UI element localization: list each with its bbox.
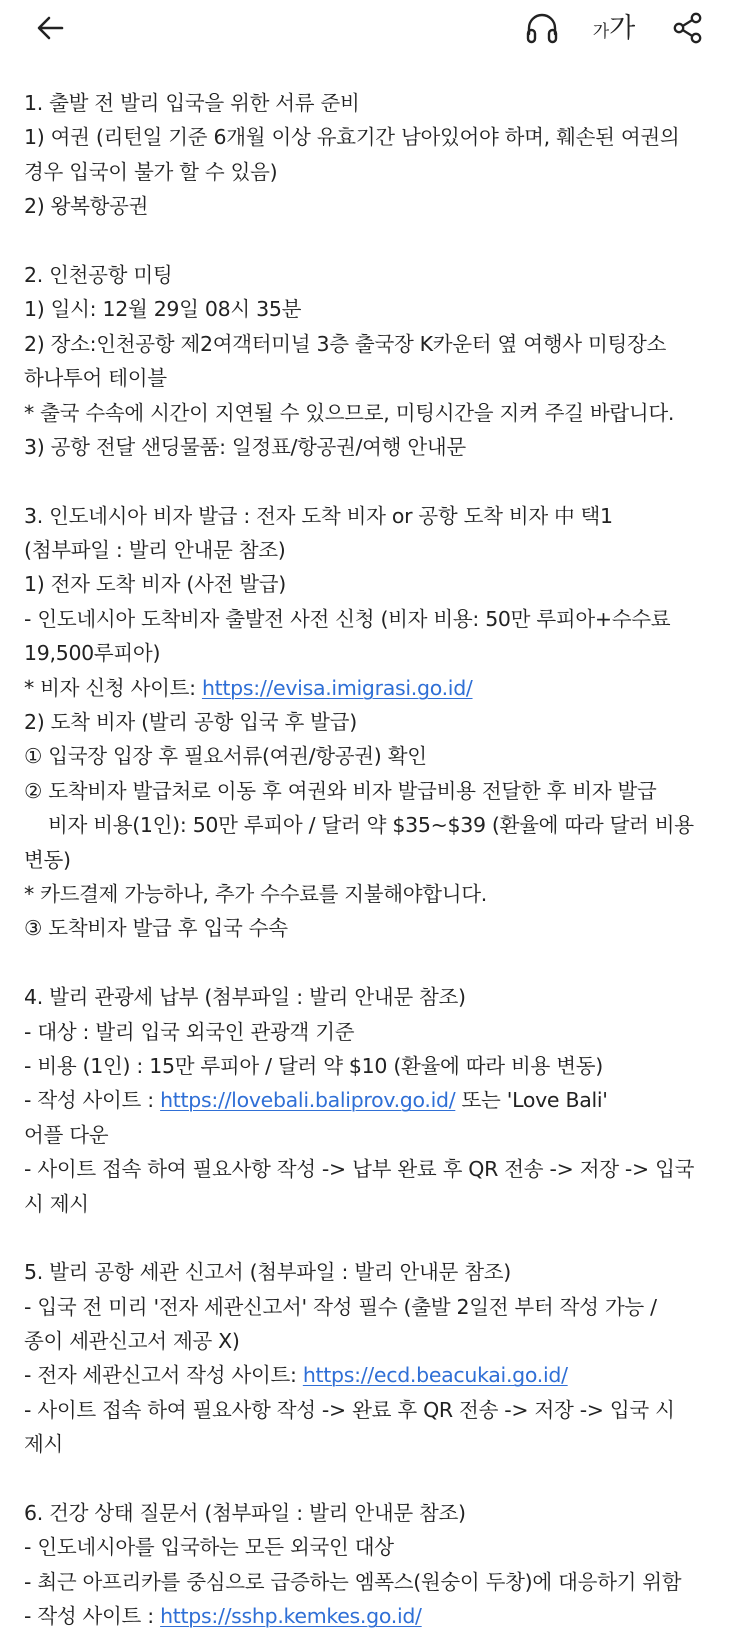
text-line: - 대상 : 발리 입국 외국인 관광객 기준 xyxy=(24,1019,355,1044)
text-line: 3) 공항 전달 샌딩물품: 일정표/항공권/여행 안내문 xyxy=(24,434,466,459)
text-line: 2) 도착 비자 (발리 공항 입국 후 발급) xyxy=(24,710,357,735)
text-line: - 사이트 접속 하여 필요사항 작성 -> 납부 완료 후 QR 전송 -> 저장 -> 입국 xyxy=(24,1157,695,1182)
text-segment: - 작성 사이트 : xyxy=(24,1604,161,1629)
text-line: 시 제시 xyxy=(24,1191,89,1216)
back-button[interactable] xyxy=(28,6,72,50)
text-line: ① 입국장 입장 후 필요서류(여권/항공권) 확인 xyxy=(24,744,427,769)
text-line: * 출국 수속에 시간이 지연될 수 있으므로, 미팅시간을 지켜 주길 바랍니다. xyxy=(24,400,675,425)
text-line: - 최근 아프리카를 중심으로 급증하는 엠폭스(원숭이 두창)에 대응하기 위함 xyxy=(24,1569,682,1594)
text-segment: * 비자 신청 사이트: xyxy=(24,675,202,700)
share-button[interactable] xyxy=(666,6,710,50)
section-3-title: 3. 인도네시아 비자 발급 : 전자 도착 비자 or 공항 도착 비자 中 택1 xyxy=(24,503,613,528)
section-4-title: 4. 발리 관광세 납부 (첨부파일 : 발리 안내문 참조) xyxy=(24,985,466,1010)
text-line: 19,500루피아) xyxy=(24,641,161,666)
text-line: ② 도착비자 발급처로 이동 후 여권와 비자 발급비용 전달한 후 비자 발급 xyxy=(24,778,657,803)
text-segment: 또는 'Love Bali' xyxy=(455,1088,608,1113)
text-line: 종이 세관신고서 제공 X) xyxy=(24,1329,240,1354)
text-line: * 카드결제 가능하나, 추가 수수료를 지불해야합니다. xyxy=(24,881,488,906)
section-2-title: 2. 인천공항 미팅 xyxy=(24,262,173,287)
text-line: 1) 전자 도착 비자 (사전 발급) xyxy=(24,572,286,597)
text-line: 하나투어 테이블 xyxy=(24,366,167,391)
text-line: - 사이트 접속 하여 필요사항 작성 -> 완료 후 QR 전송 -> 저장 -> 입국 시 xyxy=(24,1397,675,1422)
headphones-icon xyxy=(524,10,560,46)
blank-line xyxy=(24,1221,729,1255)
text-line: - 인도네시아를 입국하는 모든 외국인 대상 xyxy=(24,1535,394,1560)
section-5-title: 5. 발리 공항 세관 신고서 (첨부파일 : 발리 안내문 참조) xyxy=(24,1260,511,1285)
text-line: 경우 입국이 불가 할 수 있음) xyxy=(24,159,278,184)
text-line: - 인도네시아 도착비자 출발전 사전 신청 (비자 비용: 50만 루피아+수수료 xyxy=(24,606,671,631)
font-size-small-label: 가 xyxy=(592,21,610,42)
top-toolbar xyxy=(0,0,743,56)
text-line: (첨부파일 : 발리 안내문 참조) xyxy=(24,538,286,563)
text-line xyxy=(24,671,729,705)
font-size-button[interactable] xyxy=(590,6,638,50)
text-line xyxy=(24,1083,729,1117)
text-line: 어플 다운 xyxy=(24,1122,109,1147)
text-line: 1) 일시: 12월 29일 08시 35분 xyxy=(24,297,302,322)
blank-line xyxy=(24,946,729,980)
text-line xyxy=(24,1599,729,1633)
ecd-link[interactable]: https://ecd.beacukai.go.id/ xyxy=(302,1363,568,1388)
evisa-link[interactable]: https://evisa.imigrasi.go.id/ xyxy=(201,675,473,700)
blank-line xyxy=(24,1462,729,1496)
text-line: 2) 장소:인천공항 제2여객터미널 3층 출국장 K카운터 옆 여행사 미팅장소 xyxy=(24,331,666,356)
back-arrow-icon xyxy=(34,12,66,44)
share-icon xyxy=(671,11,705,45)
text-line: 비자 비용(1인): 50만 루피아 / 달러 약 $35~$39 (환율에 따라 달러 비용 xyxy=(48,813,694,838)
blank-line xyxy=(24,224,729,258)
blank-line xyxy=(24,464,729,498)
lovebali-link[interactable]: https://lovebali.baliprov.go.id/ xyxy=(160,1088,456,1113)
section-1-title: 1. 출발 전 발리 입국을 위한 서류 준비 xyxy=(24,91,360,115)
sshp-link[interactable]: https://sshp.kemkes.go.id/ xyxy=(160,1604,422,1629)
text-line: ③ 도착비자 발급 후 입국 수속 xyxy=(24,916,288,941)
text-line: - 입국 전 미리 '전자 세관신고서' 작성 필수 (출발 2일전 부터 작성 가능 / xyxy=(24,1294,657,1319)
text-line: 2) 왕복항공권 xyxy=(24,194,149,219)
audio-button[interactable] xyxy=(520,6,564,50)
section-6-title: 6. 건강 상태 질문서 (첨부파일 : 발리 안내문 참조) xyxy=(24,1501,466,1526)
text-line: 변동) xyxy=(24,847,71,872)
article-body xyxy=(24,86,729,1634)
text-segment: - 작성 사이트 : xyxy=(24,1088,161,1113)
font-size-large-label: 가 xyxy=(609,12,636,44)
text-line: 제시 xyxy=(24,1432,64,1457)
text-line xyxy=(24,1358,729,1392)
text-line: - 비용 (1인) : 15만 루피아 / 달러 약 $10 (환율에 따라 비용 변동) xyxy=(24,1053,603,1078)
text-segment: - 전자 세관신고서 작성 사이트: xyxy=(24,1363,303,1388)
text-line: 1) 여권 (리턴일 기준 6개월 이상 유효기간 남아있어야 하며, 훼손된 여권의 xyxy=(24,125,680,150)
